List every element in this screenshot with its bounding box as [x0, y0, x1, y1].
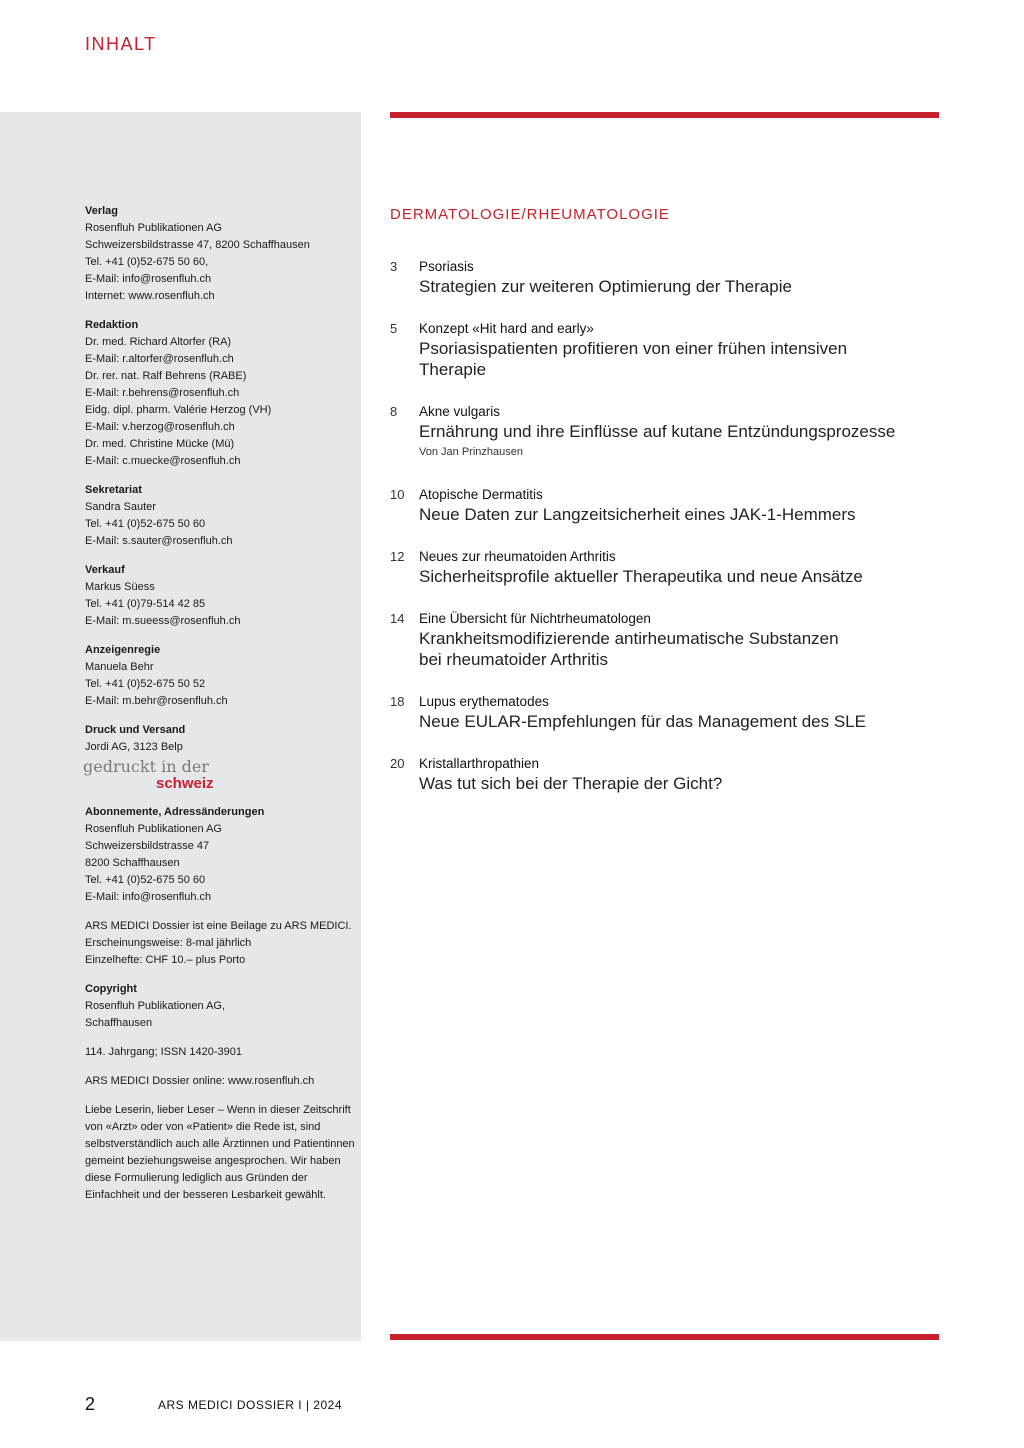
- toc-entry[interactable]: [390, 320, 950, 403]
- imprint-line: E-Mail: r.behrens@rosenfluh.ch: [85, 387, 240, 399]
- toc-page-number: 10: [390, 487, 405, 502]
- imprint-line: E-Mail: info@rosenfluh.ch: [85, 273, 212, 285]
- top-accent-bar: [390, 112, 939, 118]
- toc-title: Psoriasispatienten profitieren von einer frühen intensiven: [419, 339, 848, 358]
- toc-title: Was tut sich bei der Therapie der Gicht?: [419, 774, 723, 793]
- imprint-line: Tel. +41 (0)52-675 50 52: [85, 678, 206, 690]
- imprint-line: 8200 Schaffhausen: [85, 857, 180, 869]
- toc-category: Atopische Dermatitis: [419, 487, 543, 502]
- toc-entry[interactable]: [390, 693, 950, 755]
- imprint-heading: Verlag: [85, 205, 119, 217]
- imprint-anzeigen: [85, 642, 355, 710]
- toc-category: Konzept «Hit hard and early»: [419, 321, 594, 336]
- toc-title: Strategien zur weiteren Optimierung der Therapie: [419, 277, 792, 296]
- imprint-line: Erscheinungsweise: 8-mal jährlich: [85, 937, 252, 949]
- imprint-copyright: [85, 981, 355, 1032]
- toc-category: Eine Übersicht für Nichtrheumatologen: [419, 611, 651, 626]
- section-title: DERMATOLOGIE/RHEUMATOLOGIE: [390, 206, 670, 223]
- toc-title: Krankheitsmodifizierende antirheumatische Substanzen: [419, 629, 839, 648]
- imprint-line: Tel. +41 (0)52-675 50 60: [85, 874, 206, 886]
- imprint-line: Jordi AG, 3123 Belp: [85, 741, 183, 753]
- imprint-line: Dr. med. Christine Mücke (Mü): [85, 438, 235, 450]
- toc-page-number: 14: [390, 611, 405, 626]
- logo-text: gedruckt in der: [83, 757, 209, 776]
- imprint-line: Eidg. dipl. pharm. Valérie Herzog (VH): [85, 404, 272, 416]
- toc-category: Lupus erythematodes: [419, 694, 549, 709]
- imprint-druck: [85, 722, 355, 792]
- imprint-line: Tel. +41 (0)79-514 42 85: [85, 598, 206, 610]
- page-number: 2: [85, 1394, 96, 1414]
- imprint-verkauf: [85, 562, 355, 630]
- logo-text: schweiz: [156, 775, 214, 792]
- toc-category: Akne vulgaris: [419, 404, 501, 419]
- imprint-line: E-Mail: s.sauter@rosenfluh.ch: [85, 535, 233, 547]
- toc-page-number: 8: [390, 404, 398, 419]
- toc-category: Kristallarthropathien: [419, 756, 540, 771]
- imprint-beilage: [85, 918, 355, 969]
- imprint-line: Schweizersbildstrasse 47, 8200 Schaffhausen: [85, 239, 310, 251]
- bottom-accent-bar: [390, 1334, 939, 1340]
- imprint-line: E-Mail: info@rosenfluh.ch: [85, 891, 212, 903]
- imprint-line: Dr. med. Richard Altorfer (RA): [85, 336, 232, 348]
- imprint-sekretariat: [85, 482, 355, 550]
- toc-entry[interactable]: [390, 610, 950, 693]
- imprint-line: Rosenfluh Publikationen AG: [85, 823, 222, 835]
- imprint: [85, 203, 355, 1204]
- imprint-heading: Redaktion: [85, 319, 139, 331]
- toc-title: Sicherheitsprofile aktueller Therapeutika und neue Ansätze: [419, 567, 863, 586]
- imprint-verlag: [85, 203, 355, 305]
- imprint-line: Tel. +41 (0)52-675 50 60: [85, 518, 206, 530]
- imprint-heading: Abonnemente, Adressänderungen: [85, 806, 265, 818]
- imprint-heading: Druck und Versand: [85, 724, 186, 736]
- toc-category: Neues zur rheumatoiden Arthritis: [419, 549, 616, 564]
- imprint-line: 114. Jahrgang; ISSN 1420-3901: [85, 1046, 242, 1058]
- imprint-line: Rosenfluh Publikationen AG: [85, 222, 222, 234]
- toc-page-number: 12: [390, 549, 405, 564]
- imprint-line: Sandra Sauter: [85, 501, 156, 513]
- toc-page-number: 18: [390, 694, 405, 709]
- imprint-jahrgang: [85, 1044, 355, 1061]
- imprint-line: E-Mail: r.altorfer@rosenfluh.ch: [85, 353, 234, 365]
- imprint-redaktion: [85, 317, 355, 470]
- toc-entry[interactable]: [390, 486, 950, 548]
- imprint-abo: [85, 804, 355, 906]
- imprint-heading: Copyright: [85, 983, 137, 995]
- imprint-line: Markus Süess: [85, 581, 155, 593]
- toc-page-number: 3: [390, 259, 398, 274]
- imprint-heading: Anzeigenregie: [85, 644, 161, 656]
- imprint-line: ARS MEDICI Dossier online: www.rosenfluh.ch: [85, 1075, 315, 1087]
- imprint-line: Schaffhausen: [85, 1017, 153, 1029]
- imprint-line: Manuela Behr: [85, 661, 154, 673]
- imprint-online: [85, 1073, 355, 1090]
- imprint-heading: Sekretariat: [85, 484, 142, 496]
- imprint-line: E-Mail: m.behr@rosenfluh.ch: [85, 695, 228, 707]
- gender-note: Liebe Leserin, lieber Leser – Wenn in dieser Zeitschrift von «Arzt» oder von «Patient» die Rede ist, sind selbstverständlich auch alle Ärztinnen und Patientinnen gemeint beziehungsweise angesprochen. Wir haben diese Formulierung lediglich aus Gründen der Einfachheit und der besseren Lesbarkeit gewählt.: [85, 1104, 355, 1201]
- toc-category: Psoriasis: [419, 259, 474, 274]
- toc-entry[interactable]: [390, 548, 950, 610]
- toc-title: Neue Daten zur Langzeitsicherheit eines JAK-1-Hemmers: [419, 505, 856, 524]
- imprint-line: Tel. +41 (0)52-675 50 60,: [85, 256, 209, 268]
- table-of-contents: [390, 258, 950, 817]
- imprint-line: Einzelhefte: CHF 10.– plus Porto: [85, 954, 246, 966]
- toc-entry[interactable]: [390, 403, 950, 486]
- toc-page-number: 20: [390, 756, 405, 771]
- imprint-line: Rosenfluh Publikationen AG,: [85, 1000, 226, 1012]
- toc-title: bei rheumatoider Arthritis: [419, 650, 608, 669]
- toc-entry[interactable]: [390, 258, 950, 320]
- toc-page-number: 5: [390, 321, 398, 336]
- toc-author: Von Jan Prinzhausen: [419, 446, 523, 458]
- gedruckt-in-der-schweiz-logo: [85, 758, 225, 792]
- toc-title: Therapie: [419, 360, 487, 379]
- toc-title: Neue EULAR-Empfehlungen für das Management des SLE: [419, 712, 866, 731]
- imprint-line: E-Mail: v.herzog@rosenfluh.ch: [85, 421, 235, 433]
- imprint-line: Dr. rer. nat. Ralf Behrens (RABE): [85, 370, 247, 382]
- page-title: INHALT: [85, 34, 157, 54]
- imprint-line: Internet: www.rosenfluh.ch: [85, 290, 215, 302]
- toc-entry[interactable]: [390, 755, 950, 817]
- imprint-line: E-Mail: m.sueess@rosenfluh.ch: [85, 615, 241, 627]
- toc-title: Ernährung und ihre Einflüsse auf kutane Entzündungsprozesse: [419, 422, 896, 441]
- imprint-line: E-Mail: c.muecke@rosenfluh.ch: [85, 455, 241, 467]
- imprint-line: ARS MEDICI Dossier ist eine Beilage zu ARS MEDICI.: [85, 920, 352, 932]
- imprint-heading: Verkauf: [85, 564, 125, 576]
- publication-name: ARS MEDICI DOSSIER I | 2024: [158, 1398, 343, 1412]
- imprint-line: Schweizersbildstrasse 47: [85, 840, 210, 852]
